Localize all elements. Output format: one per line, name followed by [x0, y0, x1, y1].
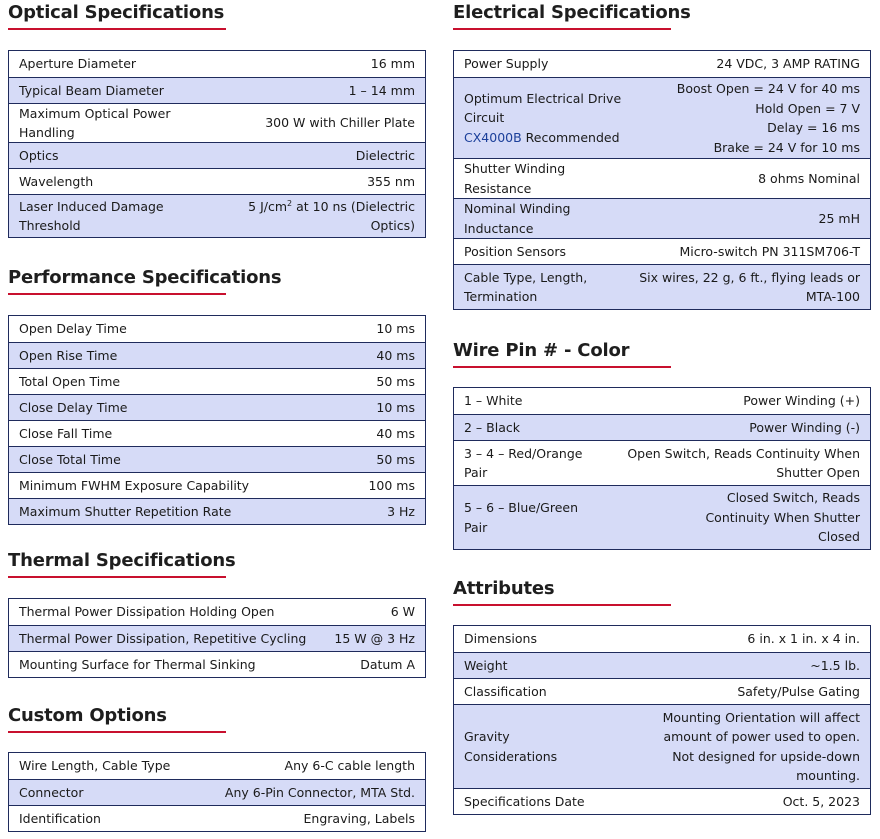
row-value: 25 mH [818, 210, 860, 226]
row-value: 10 ms [376, 399, 415, 415]
row-label: Maximum Shutter Repetition Rate [19, 503, 232, 519]
table-row [9, 342, 425, 368]
brake-line: Brake = 24 V for 10 ms [713, 139, 860, 155]
row-value: 15 W @ 3 Hz [334, 630, 415, 646]
boost-open-line: Boost Open = 24 V for 40 ms [676, 81, 860, 96]
table-row [454, 51, 870, 77]
row-value: Safety/Pulse Gating [737, 683, 860, 699]
damage-value-pre: 5 J/cm [248, 198, 288, 214]
row-label: Optics [19, 147, 59, 163]
row-value: 300 W with Chiller Plate [265, 115, 415, 131]
row-value: Micro-switch PN 311SM706-T [679, 243, 860, 259]
table-row [9, 51, 425, 77]
row-value: Mounting Orientation will affect amount of power used to open. Not designed for upside-down mounting. [662, 709, 860, 783]
delay-line: Delay = 16 ms [767, 120, 860, 135]
performance-title: Performance Specifications [8, 267, 282, 288]
attributes-title: Attributes [453, 578, 555, 599]
thermal-title: Thermal Specifications [8, 550, 236, 571]
row-value: Oct. 5, 2023 [782, 793, 860, 809]
row-value: 355 nm [367, 173, 415, 189]
row-label: Classification [464, 683, 547, 699]
table-row [454, 238, 870, 264]
table-row [9, 625, 425, 651]
row-value: 40 ms [376, 425, 415, 441]
table-row [454, 652, 870, 678]
row-value: 6 W [390, 604, 415, 620]
row-label: Dimensions [464, 631, 537, 647]
row-value: ~1.5 lb. [810, 657, 860, 673]
row-value: 50 ms [376, 373, 415, 389]
optical-title: Optical Specifications [8, 2, 225, 23]
row-label: Cable Type, Length, Termination [464, 269, 588, 304]
row-value: 6 in. x 1 in. x 4 in. [747, 631, 860, 647]
optical-section [8, 1, 426, 30]
wires-table [453, 387, 871, 550]
row-value: 8 ohms Nominal [758, 170, 860, 186]
wires-title-underline [453, 366, 671, 368]
table-row [9, 420, 425, 446]
row-label: Weight [464, 657, 508, 673]
row-value: Power Winding (-) [749, 419, 860, 435]
row-label: Maximum Optical Power Handling [19, 105, 171, 140]
table-row [9, 446, 425, 472]
row-value [677, 79, 860, 157]
row-label: Total Open Time [19, 373, 121, 389]
hold-open-line: Hold Open = 7 V [755, 100, 860, 116]
table-row [9, 805, 425, 831]
table-row [454, 264, 870, 309]
table-row [454, 678, 870, 704]
electrical-title: Electrical Specifications [453, 2, 691, 23]
electrical-title-underline [453, 28, 671, 30]
thermal-table [8, 598, 426, 678]
optical-title-underline [8, 28, 226, 30]
wires-title: Wire Pin # - Color [453, 340, 630, 361]
row-value: Any 6-C cable length [284, 758, 415, 774]
table-row [454, 485, 870, 549]
row-label: Minimum FWHM Exposure Capability [19, 477, 250, 493]
attributes-title-underline [453, 604, 671, 606]
row-label: Aperture Diameter [19, 56, 137, 72]
wires-section [453, 339, 871, 368]
performance-section [8, 266, 426, 295]
table-row [9, 316, 425, 342]
row-label: Power Supply [464, 56, 549, 72]
table-row [9, 472, 425, 498]
row-label: Open Rise Time [19, 347, 118, 363]
row-value: Closed Switch, Reads Continuity When Shutter Closed [705, 490, 860, 545]
table-row [454, 704, 870, 788]
row-label: Thermal Power Dissipation Holding Open [19, 604, 275, 620]
row-value: Dielectric [355, 147, 415, 163]
table-row [454, 414, 870, 440]
optical-table [8, 50, 426, 238]
row-label [464, 89, 644, 148]
row-label: Identification [19, 810, 101, 826]
table-row [454, 388, 870, 414]
cx4000b-link[interactable]: CX4000B [464, 129, 522, 145]
electrical-section [453, 1, 871, 30]
row-value [235, 197, 415, 236]
table-row [9, 168, 425, 194]
row-label: Position Sensors [464, 243, 567, 259]
table-row [9, 599, 425, 625]
table-row [454, 158, 870, 198]
row-label: Wavelength [19, 173, 94, 189]
row-label: 5 – 6 – Blue/Green Pair [464, 500, 579, 535]
row-label: 2 – Black [464, 419, 520, 435]
table-row [9, 77, 425, 103]
custom-section [8, 704, 426, 733]
row-value: 16 mm [370, 56, 415, 72]
row-label: Mounting Surface for Thermal Sinking [19, 656, 256, 672]
table-row [9, 753, 425, 779]
row-label: Close Fall Time [19, 425, 113, 441]
row-value: 40 ms [376, 347, 415, 363]
attributes-table [453, 625, 871, 815]
custom-table [8, 752, 426, 832]
row-label: 3 – 4 – Red/Orange Pair [464, 445, 583, 480]
performance-title-underline [8, 293, 226, 295]
drive-circuit-label-after: Recommended [521, 129, 620, 145]
row-value: 1 – 14 mm [348, 82, 415, 98]
row-value: Any 6-Pin Connector, MTA Std. [224, 784, 415, 800]
row-label: Wire Length, Cable Type [19, 758, 171, 774]
table-row [9, 498, 425, 524]
row-label: Close Delay Time [19, 399, 128, 415]
row-label: Gravity Considerations [464, 729, 558, 764]
damage-value-sup: 2 [287, 198, 293, 208]
custom-title: Custom Options [8, 705, 167, 726]
table-row [9, 368, 425, 394]
table-row [454, 440, 870, 485]
row-value: Open Switch, Reads Continuity When Shutter Open [627, 445, 860, 480]
table-row [9, 651, 425, 677]
row-value: Six wires, 22 g, 6 ft., flying leads or MTA-100 [639, 269, 860, 304]
row-value: Engraving, Labels [303, 810, 415, 826]
table-row [454, 77, 870, 158]
row-value: Power Winding (+) [743, 393, 860, 409]
table-row [9, 103, 425, 142]
custom-title-underline [8, 731, 226, 733]
thermal-title-underline [8, 576, 226, 578]
row-value: 10 ms [376, 321, 415, 337]
row-value: 50 ms [376, 451, 415, 467]
table-row [454, 788, 870, 814]
row-label: Nominal Winding Inductance [464, 201, 571, 236]
row-label: 1 – White [464, 393, 523, 409]
row-label: Shutter Winding Resistance [464, 161, 566, 196]
row-label: Connector [19, 784, 84, 800]
row-value: 100 ms [368, 477, 415, 493]
table-row [9, 142, 425, 168]
row-label: Open Delay Time [19, 321, 127, 337]
table-row [9, 194, 425, 237]
row-label: Close Total Time [19, 451, 121, 467]
performance-table [8, 315, 426, 525]
table-row [9, 779, 425, 805]
row-label: Specifications Date [464, 793, 585, 809]
row-label: Typical Beam Diameter [19, 82, 164, 98]
row-value: Datum A [360, 656, 415, 672]
row-label: Laser Induced Damage Threshold [19, 198, 164, 233]
drive-circuit-label: Optimum Electrical Drive Circuit [464, 90, 622, 126]
row-value: 3 Hz [387, 503, 415, 519]
thermal-section [8, 549, 426, 578]
damage-value-post: at 10 ns (Dielectric Optics) [292, 198, 415, 233]
electrical-table [453, 50, 871, 310]
table-row [454, 626, 870, 652]
table-row [454, 198, 870, 238]
row-label: Thermal Power Dissipation, Repetitive Cycling [19, 630, 307, 646]
row-value: 24 VDC, 3 AMP RATING [716, 56, 860, 72]
attributes-section [453, 577, 871, 606]
table-row [9, 394, 425, 420]
